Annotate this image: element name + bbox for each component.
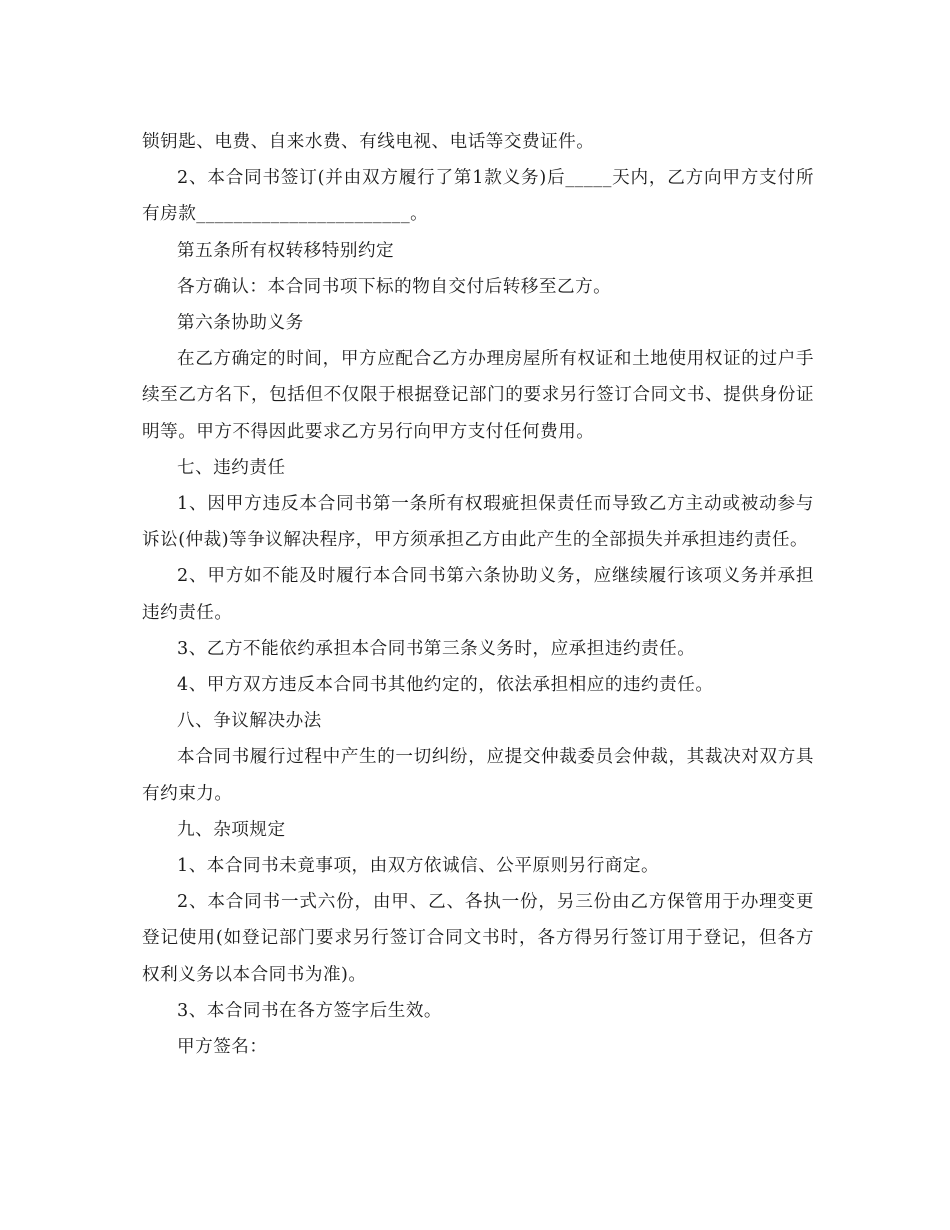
paragraph-misc-2: 2、本合同书一式六份，由甲、乙、各执一份，另三份由乙方保管用于办理变更登记使用(如登记部门要求另行签订合同文书时，各方得另行签订用于登记，但各方权利义务以本合同书为准)。 xyxy=(142,892,814,985)
heading-dispute-resolution: 八、争议解决办法 xyxy=(177,711,322,732)
document-body xyxy=(142,124,814,1065)
paragraph-assistance-duty: 在乙方确定的时间，甲方应配合乙方办理房屋所有权证和土地使用权证的过户手续至乙方名下，包括但不仅限于根据登记部门的要求另行签订合同文书、提供身份证明等。甲方不得因此要求乙方另行向甲方支付任何费用。 xyxy=(142,349,814,442)
paragraph-arbitration: 本合同书履行过程中产生的一切纠纷，应提交仲裁委员会仲裁，其裁决对双方具有约束力。 xyxy=(142,747,814,804)
heading-miscellaneous: 九、杂项规定 xyxy=(177,819,286,840)
paragraph-breach-4: 4、甲方双方违反本合同书其他约定的，依法承担相应的违约责任。 xyxy=(177,675,714,696)
paragraph-breach-3: 3、乙方不能依约承担本合同书第三条义务时，应承担违约责任。 xyxy=(177,638,696,659)
paragraph-breach-2: 2、甲方如不能及时履行本合同书第六条协助义务，应继续履行该项义务并承担违约责任。 xyxy=(142,566,814,623)
heading-article-5: 第五条所有权转移特别约定 xyxy=(177,240,395,261)
paragraph-fee-certificates: 锁钥匙、电费、自来水费、有线电视、电话等交费证件。 xyxy=(142,132,595,152)
heading-breach-liability: 七、违约责任 xyxy=(177,457,286,478)
heading-article-6: 第六条协助义务 xyxy=(177,313,304,334)
paragraph-misc-3: 3、本合同书在各方签字后生效。 xyxy=(177,1000,443,1021)
party-a-signature-label: 甲方签名： xyxy=(177,1037,268,1058)
paragraph-breach-1: 1、因甲方违反本合同书第一条所有权瑕疵担保责任而导致乙方主动或被动参与诉讼(仲裁)等争议解决程序，甲方须承担乙方由此产生的全部损失并承担违约责任。 xyxy=(142,494,814,551)
paragraph-payment-term: 2、本合同书签订(并由双方履行了第1款义务)后_____天内，乙方向甲方支付所有房款_______________________。 xyxy=(142,168,814,225)
paragraph-misc-1: 1、本合同书未竟事项，由双方依诚信、公平原则另行商定。 xyxy=(177,856,660,877)
paragraph-ownership-transfer: 各方确认：本合同书项下标的物自交付后转移至乙方。 xyxy=(177,276,612,297)
